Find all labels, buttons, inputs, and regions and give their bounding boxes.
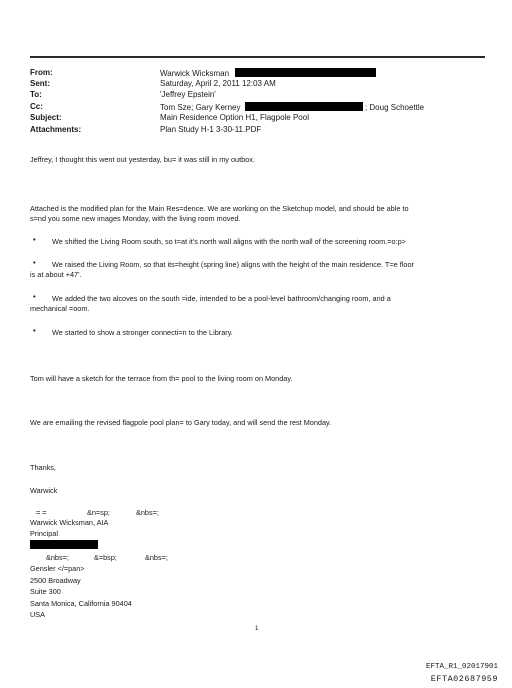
- sent-value: Saturday, April 2, 2011 12:03 AM: [160, 79, 276, 88]
- bullet-3-line1: We added the two alcoves on the south =ide, intended to be a pool-level bathroom/changing room, and a: [52, 294, 391, 303]
- sig-junk-1b: &n=sp;: [87, 508, 110, 517]
- redaction-bar: [245, 102, 363, 111]
- bullet-2-line2: is at about +47'.: [30, 270, 82, 279]
- cc-value: [160, 102, 424, 114]
- attachment-link[interactable]: Plan Study H-1 3-30-11.PDF: [160, 125, 262, 134]
- bullet-2-line1: We raised the Living Room, so that its=height (spring line) aligns with the height of the main residence. T=e floor: [52, 260, 414, 269]
- sig-country: USA: [30, 610, 46, 619]
- sig-junk-2c: &nbs=;: [145, 553, 168, 562]
- sig-address2: Suite 300: [30, 587, 61, 596]
- sent-label: Sent:: [30, 79, 50, 88]
- bullet-marker: •: [33, 326, 36, 335]
- body-para2: Tom will have a sketch for the terrace from th= pool to the living room on Monday.: [30, 374, 293, 383]
- sig-junk-1a: = =: [36, 508, 47, 517]
- sig-title: Principal: [30, 529, 58, 538]
- body-para1-line2: s=nd you some new images Monday, with the living room moved.: [30, 214, 241, 223]
- bullet-marker: •: [33, 258, 36, 267]
- bullet-marker: •: [33, 235, 36, 244]
- sig-full-name: Warwick Wicksman, AIA: [30, 518, 109, 527]
- to-label: To:: [30, 90, 42, 99]
- subject-label: Subject:: [30, 113, 62, 122]
- bates-number-large: EFTA02687959: [430, 674, 498, 684]
- page-number: 1: [255, 626, 259, 632]
- bullet-3-line2: mechanical =oom.: [30, 304, 90, 313]
- body-para3: We are emailing the revised flagpole pool plan= to Gary today, and will send the rest Monday.: [30, 418, 332, 427]
- sig-junk-2a: &nbs=;: [46, 553, 69, 562]
- from-label: From:: [30, 68, 53, 77]
- sig-company: Gensler </=pan>: [30, 564, 85, 573]
- redaction-bar: [235, 68, 376, 77]
- bates-number-small: EFTA_R1_02017901: [425, 663, 498, 671]
- attachments-label: Attachments:: [30, 125, 82, 134]
- body-para1-line1: Attached is the modified plan for the Main Res=dence. We are working on the Sketchup model, and should be able to: [30, 204, 409, 213]
- cc-names-start: Tom Sze; Gary Kerney: [160, 103, 241, 112]
- from-value: [160, 68, 376, 80]
- from-name: Warwick Wicksman: [160, 69, 230, 78]
- cc-label: Cc:: [30, 102, 43, 111]
- body-name: Warwick: [30, 486, 58, 495]
- to-value: 'Jeffrey Epstein': [160, 90, 216, 99]
- sig-junk-1c: &nbs=;: [136, 508, 159, 517]
- sig-junk-2b: &=bsp;: [94, 553, 117, 562]
- body-thanks: Thanks,: [30, 463, 56, 472]
- subject-value: Main Residence Option H1, Flagpole Pool: [160, 113, 309, 122]
- sig-city: Santa Monica, California 90404: [30, 599, 132, 608]
- bullet-1: We shifted the Living Room south, so t=at it's north wall aligns with the north wall of the screening room.=o:p>: [52, 237, 406, 246]
- body-intro: Jeffrey, I thought this went out yesterday, bu= it was still in my outbox.: [30, 155, 255, 164]
- cc-names-end: ; Doug Schoettle: [364, 103, 425, 112]
- sig-address1: 2500 Broadway: [30, 576, 81, 585]
- bullet-marker: •: [33, 292, 36, 301]
- header-rule: [30, 56, 485, 58]
- bullet-4: We started to show a stronger connecti=n to the Library.: [52, 328, 233, 337]
- redaction-bar: [30, 540, 98, 549]
